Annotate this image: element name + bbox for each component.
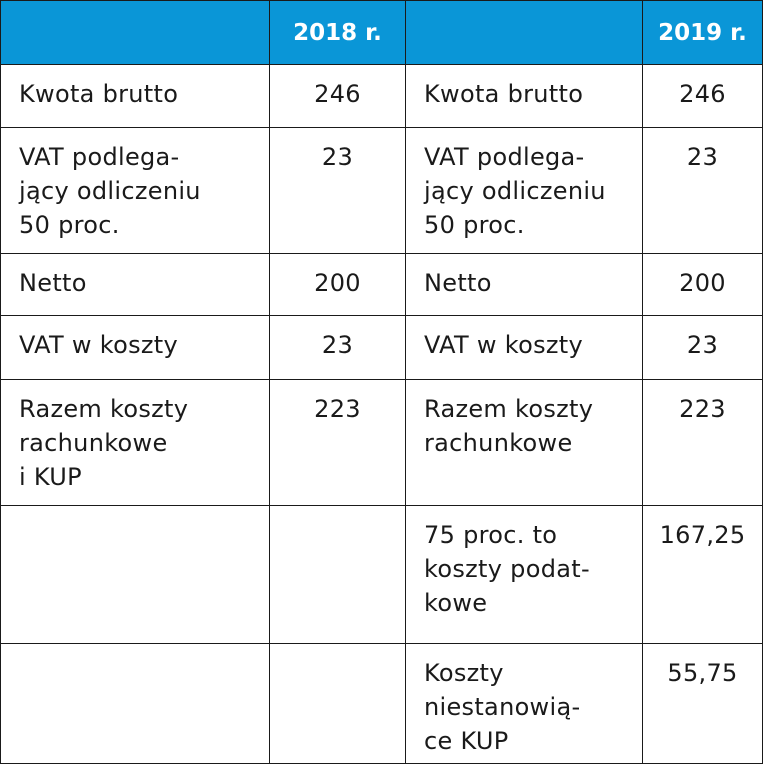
value-2018: 223 <box>270 380 406 506</box>
header-row <box>1 1 763 65</box>
label-2019: Kwota brutto <box>406 65 643 128</box>
table-row <box>1 644 763 764</box>
value-2019: 246 <box>643 65 763 128</box>
header-label-2019 <box>406 1 643 65</box>
value-2019: 23 <box>643 316 763 380</box>
label-2019: VAT podlega- jący odliczeniu 50 proc. <box>406 128 643 254</box>
value-2019: 223 <box>643 380 763 506</box>
label-2019: Razem koszty rachunkowe <box>406 380 643 506</box>
label-2019: VAT w koszty <box>406 316 643 380</box>
value-2018: 23 <box>270 128 406 254</box>
table-row <box>1 254 763 316</box>
label-2018: VAT podlega- jący odliczeniu 50 proc. <box>1 128 270 254</box>
value-2019: 200 <box>643 254 763 316</box>
table-row <box>1 316 763 380</box>
value-2018 <box>270 644 406 764</box>
value-2018: 246 <box>270 65 406 128</box>
label-2019: Netto <box>406 254 643 316</box>
label-2018 <box>1 644 270 764</box>
header-2018: 2018 r. <box>270 1 406 65</box>
value-2018: 200 <box>270 254 406 316</box>
value-2019: 167,25 <box>643 506 763 644</box>
table-row <box>1 506 763 644</box>
label-2018: VAT w koszty <box>1 316 270 380</box>
value-2018: 23 <box>270 316 406 380</box>
label-2018: Kwota brutto <box>1 65 270 128</box>
table-row <box>1 128 763 254</box>
header-label-2018 <box>1 1 270 65</box>
label-2018: Razem koszty rachunkowe i KUP <box>1 380 270 506</box>
value-2019: 23 <box>643 128 763 254</box>
label-2019: 75 proc. to koszty podat- kowe <box>406 506 643 644</box>
label-2018 <box>1 506 270 644</box>
value-2019: 55,75 <box>643 644 763 764</box>
table-row <box>1 380 763 506</box>
table-row <box>1 65 763 128</box>
value-2018 <box>270 506 406 644</box>
label-2018: Netto <box>1 254 270 316</box>
label-2019: Koszty niestanowią- ce KUP <box>406 644 643 764</box>
header-2019: 2019 r. <box>643 1 763 65</box>
